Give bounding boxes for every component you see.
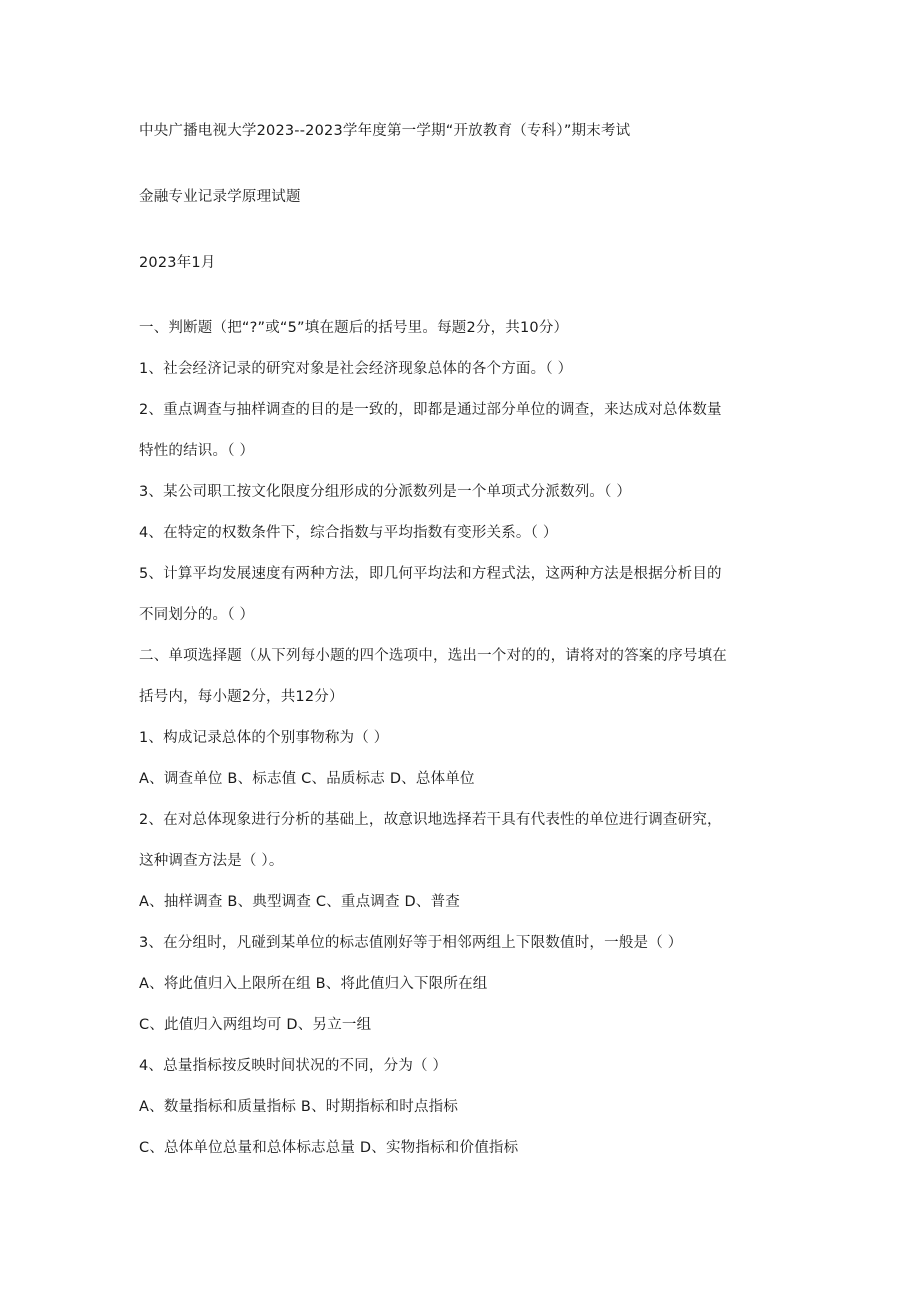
choice-question-4-options-line-1: A、数量指标和质量指标 B、时期指标和时点指标 bbox=[139, 1099, 459, 1115]
choice-question-2-options: A、抽样调查 B、典型调查 C、重点调查 D、普查 bbox=[139, 894, 460, 910]
choice-question-4-options-line-2: C、总体单位总量和总体标志总量 D、实物指标和价值指标 bbox=[139, 1140, 519, 1156]
choice-question-1-options: A、调查单位 B、标志值 C、品质标志 D、总体单位 bbox=[139, 771, 475, 787]
choice-question-4: 4、总量指标按反映时间状况的不同，分为（ ） bbox=[139, 1058, 448, 1074]
choice-question-3: 3、在分组时，凡碰到某单位的标志值刚好等于相邻两组上下限数值时，一般是（ ） bbox=[139, 935, 683, 951]
exam-subtitle: 金融专业记录学原理试题 bbox=[139, 189, 301, 205]
section-1-heading: 一、判断题（把“?”或“5”填在题后的括号里。每题2分，共10分） bbox=[139, 320, 569, 336]
section-2-heading-line-1: 二、单项选择题（从下列每小题的四个选项中，选出一个对的的，请将对的答案的序号填在 bbox=[139, 648, 727, 664]
choice-question-1: 1、构成记录总体的个别事物称为（ ） bbox=[139, 730, 389, 746]
true-false-question-1: 1、社会经济记录的研究对象是社会经济现象总体的各个方面。（ ） bbox=[139, 361, 573, 377]
true-false-question-3: 3、某公司职工按文化限度分组形成的分派数列是一个单项式分派数列。（ ） bbox=[139, 484, 632, 500]
choice-question-3-options-line-1: A、将此值归入上限所在组 B、将此值归入下限所在组 bbox=[139, 976, 488, 992]
true-false-question-2-line-2: 特性的结识。（ ） bbox=[139, 443, 255, 459]
true-false-question-5-line-1: 5、计算平均发展速度有两种方法，即几何平均法和方程式法，这两种方法是根据分析目的 bbox=[139, 566, 722, 582]
true-false-question-2-line-1: 2、重点调查与抽样调查的目的是一致的，即都是通过部分单位的调查，来达成对总体数量 bbox=[139, 402, 722, 418]
exam-date: 2023年1月 bbox=[139, 255, 216, 271]
true-false-question-4: 4、在特定的权数条件下，综合指数与平均指数有变形关系。（ ） bbox=[139, 525, 558, 541]
choice-question-3-options-line-2: C、此值归入两组均可 D、另立一组 bbox=[139, 1017, 372, 1033]
choice-question-2-line-2: 这种调查方法是（ ）。 bbox=[139, 853, 284, 869]
true-false-question-5-line-2: 不同划分的。（ ） bbox=[139, 607, 255, 623]
choice-question-2-line-1: 2、在对总体现象进行分析的基础上，故意识地选择若干具有代表性的单位进行调查研究， bbox=[139, 812, 722, 828]
section-2-heading-line-2: 括号内，每小题2分，共12分） bbox=[139, 689, 344, 705]
exam-title: 中央广播电视大学2023--2023学年度第一学期“开放教育（专科）”期末考试 bbox=[139, 123, 631, 139]
